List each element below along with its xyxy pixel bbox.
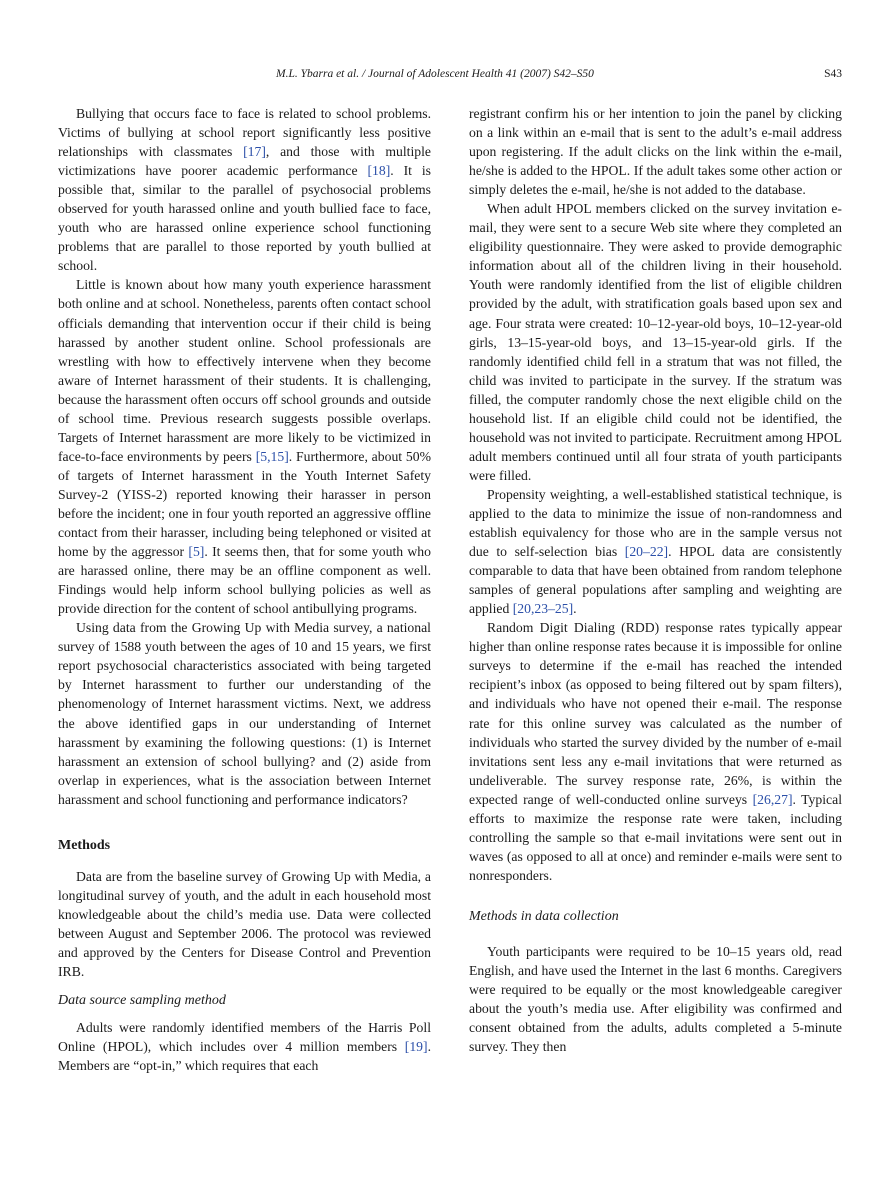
- paragraph-propensity-weighting: Propensity weighting, a well-established statistical technique, is applied to the data to minimize the issue of non-randomness and establish equivalency for those who are in the sample versus not due to self-selection bias [20–22]. HPOL data are consistently comparable to data that have been obtained from random telephone samples of general populations after sampling and weighting are applied [20,23–25].: [469, 486, 842, 617]
- left-column: [58, 104, 431, 1075]
- citation-link[interactable]: [17]: [243, 144, 266, 160]
- paragraph-response-rates: Random Digit Dialing (RDD) response rates typically appear higher than online response rates because it is impossible for online surveys to determine if the e-mail has reached the intended recipient’s inbox (as opposed to being filtered out by spam filters), and individuals who have not opened their e-mail. The response rate for this online survey was calculated as the number of individuals who started the survey divided by the number of e-mail invitations sent less any e-mail invitations that were returned as undeliverable. The survey response rate, 26%, is within the expected range of well-conducted online surveys [26,27]. Typical efforts to maximize the response rate were taken, including controlling the sample so that e-mail invitations were sent out in waves (as opposed to all at once) and reminder e-mails were sent to nonresponders.: [469, 620, 842, 883]
- citation-link[interactable]: [5]: [188, 544, 205, 560]
- paragraph-bullying-school: Bullying that occurs face to face is related to school problems. Victims of bullying at school report significantly less positive relationships with classmates [17], and those with multiple victimizations have poorer academic performance [18]. It is possible that, similar to the parallel of psychosocial problems observed for youth harassed online and youth bullied face to face, youth who are harassed online experience school functioning problems that are parallel to those reported by youth bullied at school.: [58, 106, 431, 274]
- citation-link[interactable]: [5,15]: [255, 448, 289, 464]
- paragraph-participant-requirements: Youth participants were required to be 10–15 years old, read English, and have used the Internet in the last 6 months. Caregivers were required to be equally or the most knowledgeable caregiver about the youth’s media use. After eligibility was confirmed and consent obtained from the adults, adults completed a 5-minute survey. They then: [469, 943, 842, 1055]
- subsection-heading-sampling: Data source sampling method: [58, 993, 226, 1009]
- subsection-heading-data-collection: Methods in data collection: [469, 908, 619, 924]
- citation-link[interactable]: [20–22]: [624, 544, 669, 560]
- citation-link[interactable]: [19]: [404, 1039, 428, 1055]
- paragraph-online-school-overlap: Little is known about how many youth experience harassment both online and at school. Nonetheless, parents often contact school officials demanding that intervention occur if their child is being harassed by another student online. School professionals are wrestling with how to effectively intervene when they become aware of Internet harassment of their students. It is challenging, because the harassment often occurs off school grounds and outside of school time. Previous research suggests possible overlaps. Targets of Internet harassment are more likely to be victimized in face-to-face environments by peers [5,15]. Furthermore, about 50% of targets of Internet harassment in the Youth Internet Safety Survey-2 (YISS-2) reported knowing their harasser in person before the incident; one in four youth reported an aggressive offline contact from their harasser, including being telephoned or visited at home by the aggressor [5]. It seems then, that for some youth who are harassed online, there may be an offline component as well. Findings would help inform school bullying policies as well as provide direction for the content of school antibullying programs.: [58, 277, 432, 617]
- page-number: S43: [824, 68, 842, 80]
- running-header: [58, 68, 842, 88]
- paragraph-study-aims: Using data from the Growing Up with Media survey, a national survey of 1588 youth between the ages of 10 and 15 years, we first report psychosocial characteristics associated with being targeted by Internet harassment to further our understanding of the phenomenology of Internet harassment victims. Next, we address the above identified gaps in our understanding of Internet harassment by examining the following questions: (1) is Internet harassment an extension of school bullying? and (2) aside from overlap in experiences, what is the association between Internet harassment and school functioning and performance indicators?: [58, 620, 431, 807]
- paragraph-methods-data: Data are from the baseline survey of Growing Up with Media, a longitudinal survey of youth, and the adult in each household most knowledgeable about the child’s media use. Data were collected between August and September 2006. The protocol was reviewed and approved by the Centers for Disease Control and Prevention IRB.: [58, 868, 431, 979]
- citation-link[interactable]: [18]: [367, 163, 391, 179]
- citation-link[interactable]: [26,27]: [752, 791, 793, 807]
- paragraph-registrant: registrant confirm his or her intention to join the panel by clicking on a link within an e-mail that is sent to the adult’s e-mail address upon registering. If the adult clicks on the link within the e-mail, he/she is added to the HPOL. If the adult takes some other action or simply deletes the e-mail, he/she is not added to the database.: [469, 106, 842, 198]
- journal-citation: M.L. Ybarra et al. / Journal of Adolescent Health 41 (2007) S42–S50: [276, 68, 594, 80]
- paragraph-eligibility: When adult HPOL members clicked on the survey invitation e-mail, they were sent to a secure Web site where they completed an eligibility questionnaire. They were asked to provide demographic information about all of the children living in their household. Youth were randomly identified from the list of eligible children provided by the adult, with stratification goals based upon sex and age. Four strata were created: 10–12-year-old boys, 10–12-year-old girls, 13–15-year-old boys, and 13–15-year-old girls. If the randomly identified child fell in a stratum that was not filled, the child was invited to participate in the survey. If the stratum was filled, the computer randomly chose the next eligible child on the household list. If an eligible child could not be identified, the household was not invited to participate. Recruitment among HPOL adult members continued until all four strata of youth participants were filled.: [469, 201, 842, 483]
- citation-link[interactable]: [20,23–25]: [512, 601, 574, 617]
- section-heading-methods: Methods: [58, 837, 111, 853]
- right-column: [469, 104, 842, 1056]
- paragraph-hpol: Adults were randomly identified members of the Harris Poll Online (HPOL), which includes over 4 million members [19]. Members are “opt-in,” which requires that each: [58, 1020, 431, 1074]
